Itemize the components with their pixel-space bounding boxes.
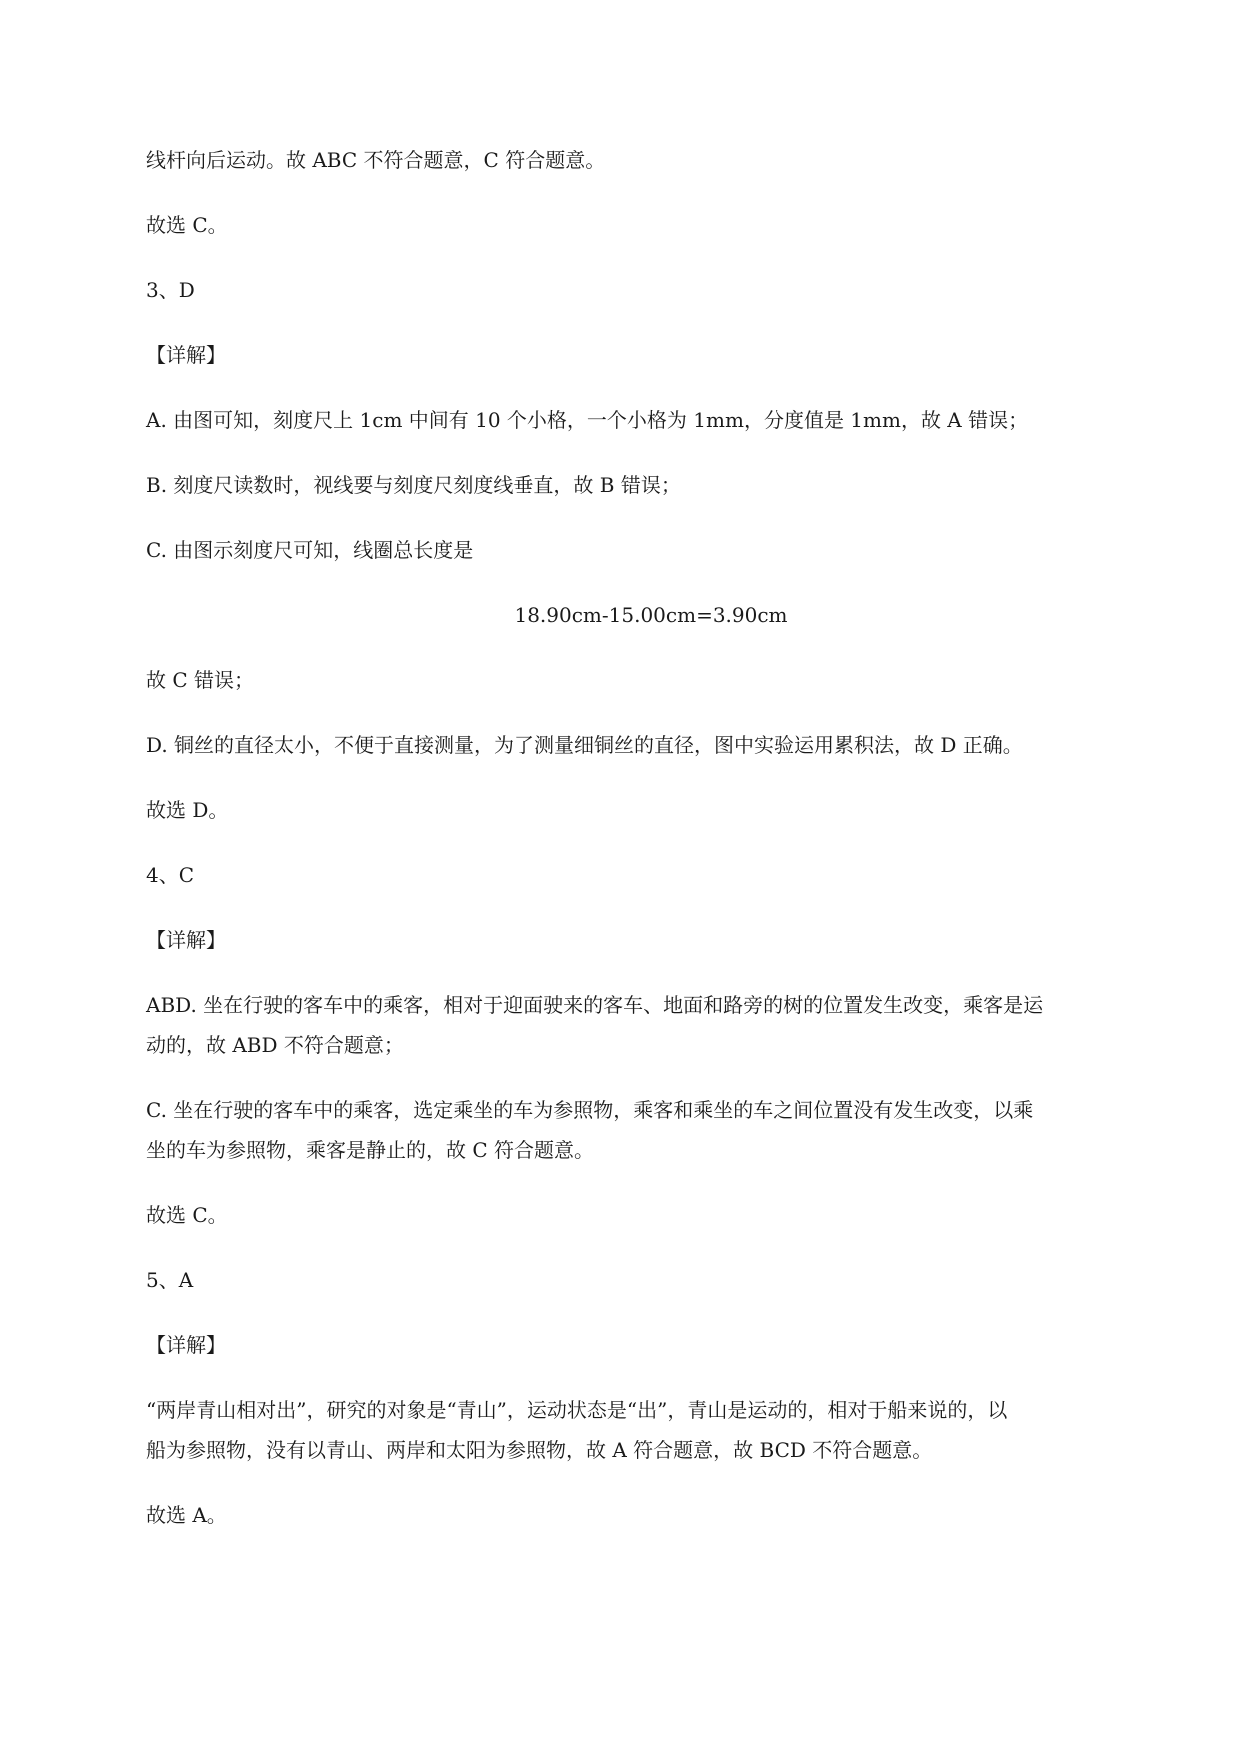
text-line: 动的，故 ABD 不符合题意； bbox=[146, 1033, 404, 1057]
detail-heading: 【详解】 bbox=[146, 928, 226, 952]
formula: 18.90cm-15.00cm=3.90cm bbox=[514, 603, 788, 627]
answer-line: 故选 D。 bbox=[146, 798, 229, 822]
answer-line: 故选 C。 bbox=[146, 213, 228, 237]
option-abd-explanation bbox=[146, 985, 1156, 1065]
text-line: C. 坐在行驶的客车中的乘客，选定乘坐的车为参照物，乘客和乘坐的车之间位置没有发生改变，以乘 bbox=[146, 1098, 1034, 1122]
text-line: “两岸青山相对出”，研究的对象是“青山”，运动状态是“出”，青山是运动的，相对于船来说的，以 bbox=[146, 1398, 1008, 1422]
option-a-explanation: A. 由图可知，刻度尺上 1cm 中间有 10 个小格，一个小格为 1mm，分度值是 1mm，故 A 错误； bbox=[146, 408, 1029, 432]
detail-heading: 【详解】 bbox=[146, 343, 226, 367]
option-d-explanation: D. 铜丝的直径太小，不便于直接测量，为了测量细铜丝的直径，图中实验运用累积法，故 D 正确。 bbox=[146, 733, 1023, 757]
option-c-explanation: C. 由图示刻度尺可知，线圈总长度是 bbox=[146, 538, 474, 562]
document-page bbox=[146, 140, 1156, 1535]
question-number: 3、D bbox=[146, 278, 195, 302]
option-b-explanation: B. 刻度尺读数时，视线要与刻度尺刻度线垂直，故 B 错误； bbox=[146, 473, 681, 497]
answer-line: 故选 C。 bbox=[146, 1203, 228, 1227]
answer-line: 故选 A。 bbox=[146, 1503, 227, 1527]
text-line: 坐的车为参照物，乘客是静止的，故 C 符合题意。 bbox=[146, 1138, 595, 1162]
text-line: 船为参照物，没有以青山、两岸和太阳为参照物，故 A 符合题意，故 BCD 不符合题意。 bbox=[146, 1438, 933, 1462]
option-c-explanation bbox=[146, 1090, 1156, 1170]
detail-heading: 【详解】 bbox=[146, 1333, 226, 1357]
text-line: ABD. 坐在行驶的客车中的乘客，相对于迎面驶来的客车、地面和路旁的树的位置发生改变，乘客是运 bbox=[146, 993, 1044, 1017]
question-number: 4、C bbox=[146, 863, 195, 887]
explanation-paragraph bbox=[146, 1390, 1156, 1470]
text-line: 线杆向后运动。故 ABC 不符合题意，C 符合题意。 bbox=[146, 148, 606, 172]
question-number: 5、A bbox=[146, 1268, 194, 1292]
option-c-conclusion: 故 C 错误； bbox=[146, 668, 255, 692]
